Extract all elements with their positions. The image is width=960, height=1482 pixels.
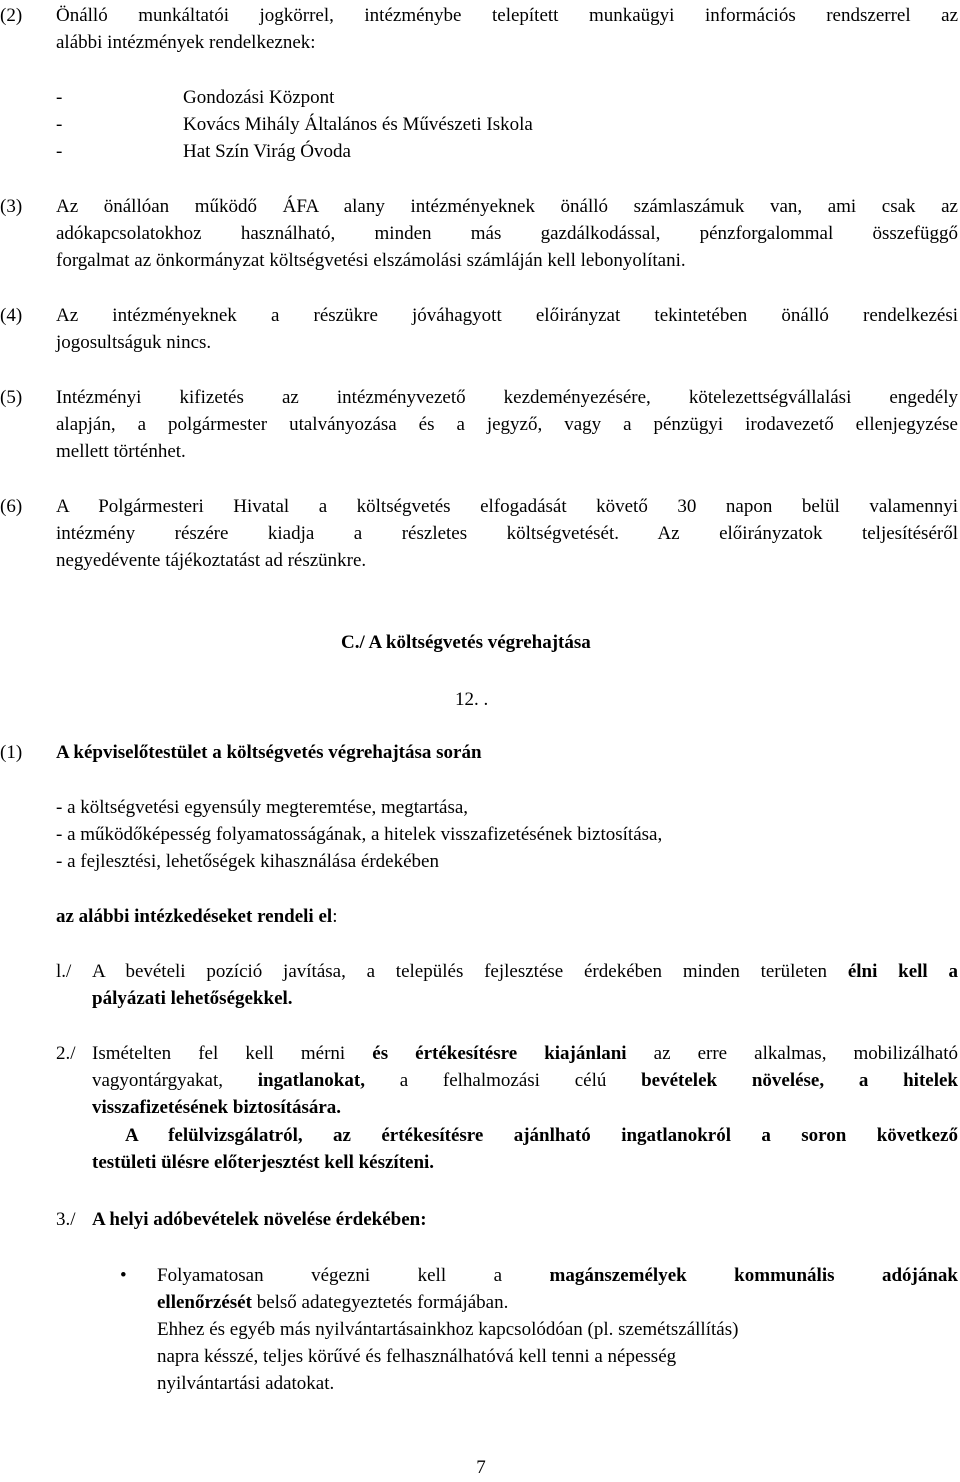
bullet-text-bold: magánszemélyek kommunális adójának <box>549 1265 958 1286</box>
measure-line <box>92 1040 958 1067</box>
paragraph-line: alábbi intézmények rendelkeznek: <box>56 32 316 53</box>
paragraph-line: forgalmat az önkormányzat költségvetési elszámolási számláján kell lebonyolítani. <box>56 250 686 271</box>
paragraph-line: Az intézményeknek a részükre jóváhagyott előirányzat tekintetében önálló rendelkezési <box>56 305 958 326</box>
paragraph-heading: A képviselőtestület a költségvetés végrehajtása során <box>56 742 482 763</box>
list-item: Hat Szín Virág Óvoda <box>183 141 351 162</box>
paragraph-line: alapján, a polgármester utalványozása és a jegyző, vagy a pénzügyi irodavezető ellenjegyzése <box>56 414 958 435</box>
paragraph-line: mellett történhet. <box>56 441 186 462</box>
measure-text-bold: élni kell a <box>847 961 958 982</box>
paragraph-number: (3) <box>0 196 23 217</box>
bullet-line: nyilvántartási adatokat. <box>157 1373 335 1394</box>
measure-text-bold: ingatlanokat, <box>257 1070 365 1091</box>
bullet-line <box>157 1289 508 1316</box>
bullet-icon: • <box>120 1265 127 1286</box>
list-dash: - <box>56 114 63 135</box>
paragraph-line: Intézményi kifizetés az intézményvezető kezdeményezésére, kötelezettségvállalási engedély <box>56 387 958 408</box>
measure-line: visszafizetésének biztosítására. <box>92 1097 342 1118</box>
bullet-text-bold: ellenőrzését <box>157 1292 252 1313</box>
measure-line <box>92 1067 958 1094</box>
bullet-line: Ehhez és egyéb más nyilvántartásainkhoz kapcsolódóan (pl. szemétszállítás) <box>157 1319 739 1340</box>
section-title: C./ A költségvetés végrehajtása <box>341 632 591 653</box>
bullet-text: belső adategyeztetés formájában. <box>251 1292 509 1313</box>
paragraph-line: adókapcsolatokhoz használható, minden más gazdálkodással, pénzforgalommal összefüggő <box>56 223 958 244</box>
measures-intro <box>56 903 337 930</box>
paragraph-line: negyedévente tájékoztatást ad részünkre. <box>56 550 367 571</box>
measures-intro-colon: : <box>332 906 338 927</box>
measure-number: 2./ <box>56 1043 76 1064</box>
list-item: - a működőképesség folyamatosságának, a hitelek visszafizetésének biztosítása, <box>56 824 663 845</box>
paragraph-line: jogosultságuk nincs. <box>56 332 212 353</box>
measure-line <box>92 958 958 985</box>
measure-number: 3./ <box>56 1209 76 1230</box>
paragraph-number: (4) <box>0 305 23 326</box>
bullet-text: Folyamatosan végezni kell a <box>157 1265 550 1286</box>
list-item: - a fejlesztési, lehetőségek kihasználása érdekében <box>56 851 439 872</box>
measure-number: l./ <box>56 961 72 982</box>
measure-title: A helyi adóbevételek növelése érdekében: <box>92 1209 427 1230</box>
list-dash: - <box>56 141 63 162</box>
bullet-line: napra késszé, teljes körűvé és felhasználhatóvá kell tenni a népesség <box>157 1346 677 1367</box>
measure-text: A bevételi pozíció javítása, a település fejlesztése érdekében minden területen <box>92 961 848 982</box>
paragraph-number: (1) <box>0 742 23 763</box>
paragraph-number: (2) <box>0 5 23 26</box>
section-paragraph-number: 12. . <box>455 689 489 710</box>
measure-text: a felhalmozási célú <box>364 1070 642 1091</box>
list-item: Gondozási Központ <box>183 87 335 108</box>
bullet-line <box>157 1262 958 1289</box>
paragraph-number: (6) <box>0 496 23 517</box>
measure-line: testületi ülésre előterjesztést kell készíteni. <box>92 1152 435 1173</box>
paragraph-number: (5) <box>0 387 23 408</box>
paragraph-line: Önálló munkáltatói jogkörrel, intézménybe telepített munkaügyi információs rendszerrel az <box>56 5 958 26</box>
paragraph-line: intézmény részére kiadja a részletes költségvetését. Az előirányzatok teljesítéséről <box>56 523 958 544</box>
paragraph-line: A Polgármesteri Hivatal a költségvetés elfogadását követő 30 napon belül valamennyi <box>56 496 958 517</box>
paragraph-line: Az önállóan működő ÁFA alany intézményeknek önálló számlaszámuk van, ami csak az <box>56 196 958 217</box>
list-item: Kovács Mihály Általános és Művészeti Iskola <box>183 114 533 135</box>
page-number: 7 <box>476 1457 486 1478</box>
measure-line: pályázati lehetőségekkel. <box>92 988 293 1009</box>
list-dash: - <box>56 87 63 108</box>
measures-intro-bold: az alábbi intézkedéseket rendeli el <box>56 906 333 927</box>
measure-text: Ismételten fel kell mérni <box>92 1043 373 1064</box>
measure-text-bold: és értékesítésre kiajánlani <box>372 1043 627 1064</box>
measure-line: A felülvizsgálatról, az értékesítésre ajánlható ingatlanokról a soron következő <box>125 1125 958 1146</box>
measure-text-bold: bevételek növelése, a hitelek <box>641 1070 958 1091</box>
measure-text: vagyontárgyakat, <box>92 1070 258 1091</box>
measure-text: az erre alkalmas, mobilizálható <box>626 1043 958 1064</box>
list-item: - a költségvetési egyensúly megteremtése, megtartása, <box>56 797 469 818</box>
